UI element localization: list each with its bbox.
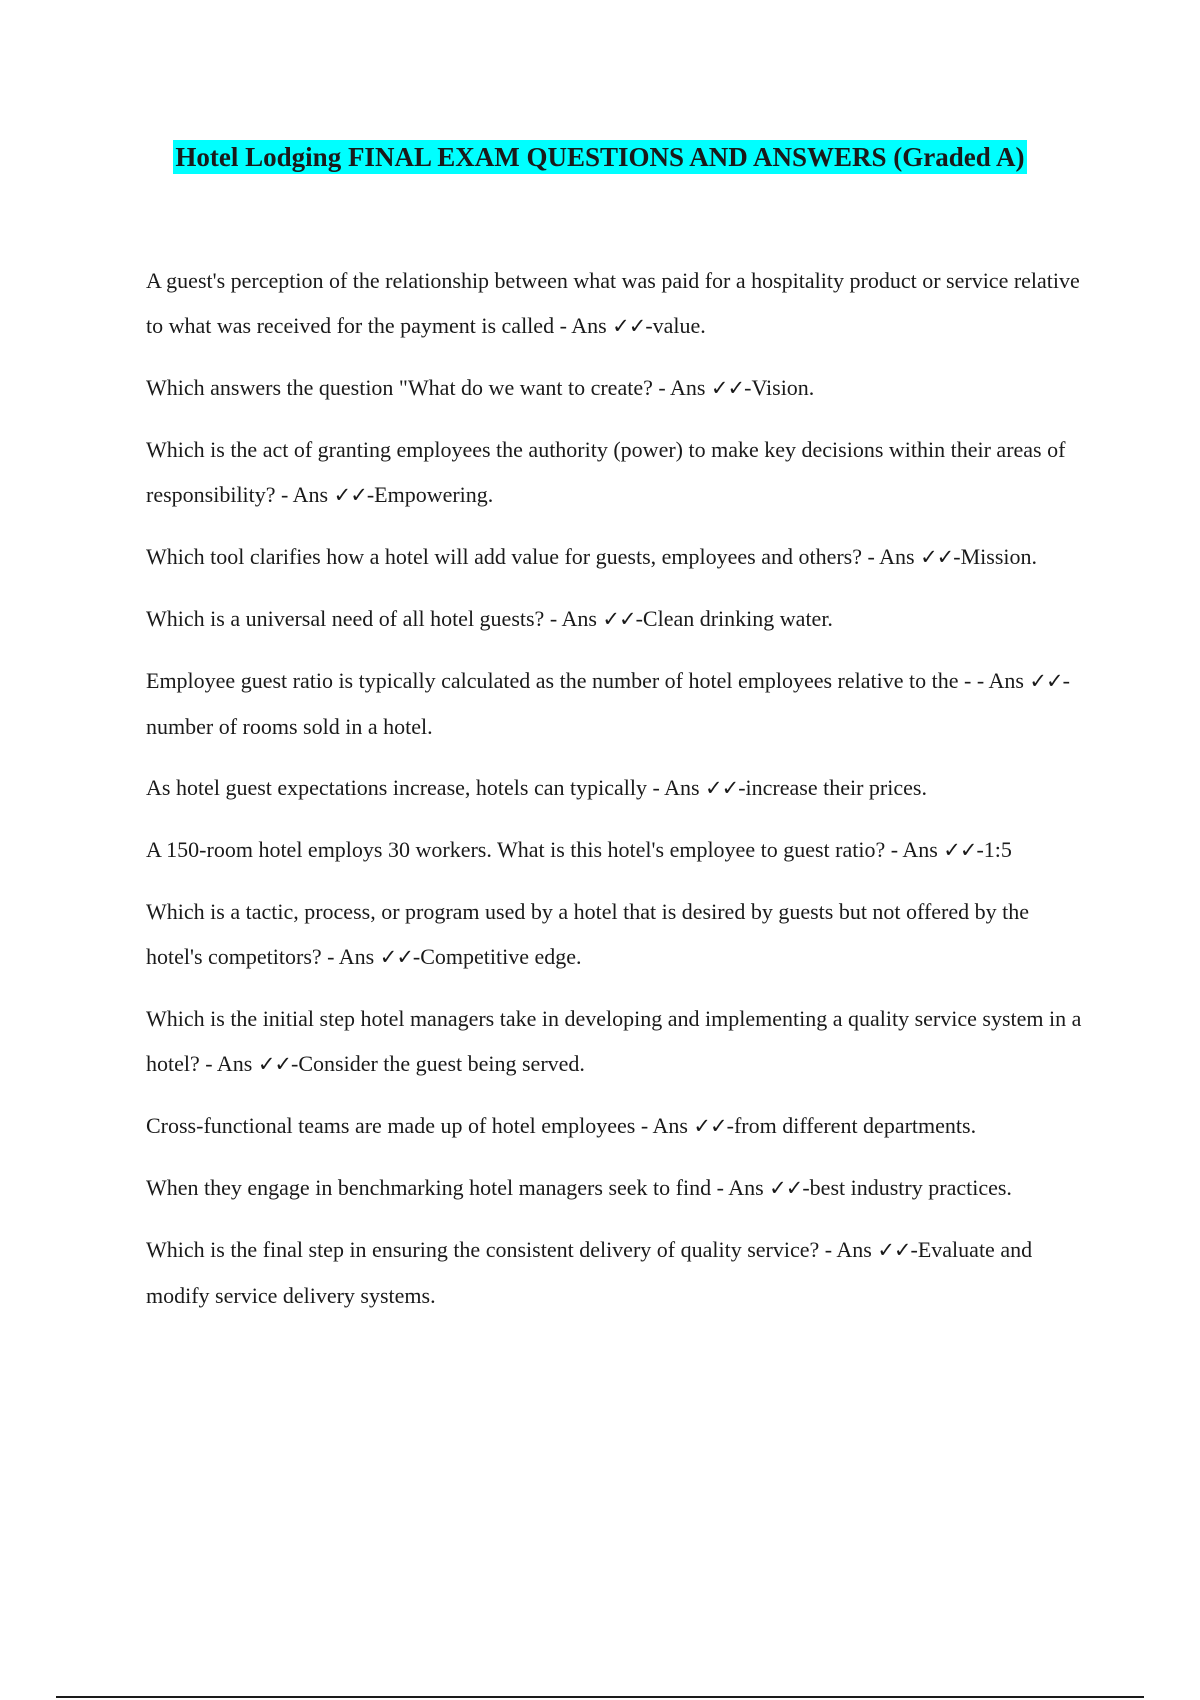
- answer-text: -Consider the guest being served.: [291, 1051, 585, 1076]
- checkmark-icon: ✓✓: [877, 1238, 911, 1262]
- checkmark-icon: ✓✓: [710, 376, 745, 400]
- question-text: Which tool clarifies how a hotel will add value for guests, employees and others?: [146, 544, 863, 569]
- qa-item: [146, 827, 1086, 873]
- answer-text: -Mission.: [953, 544, 1038, 569]
- question-text: A guest's perception of the relationship between what was paid for a hospitality product or service relative to what was received for the payment is called: [146, 268, 1080, 338]
- question-text: Cross-functional teams are made up of hotel employees: [146, 1113, 636, 1138]
- answer-marker: - Ans: [549, 606, 597, 631]
- answer-text: -Evaluate and modify service delivery systems.: [146, 1237, 1033, 1308]
- qa-item: [146, 365, 1086, 411]
- answer-text: -1:5: [976, 837, 1012, 862]
- checkmark-icon: ✓✓: [769, 1176, 803, 1200]
- document-title: Hotel Lodging FINAL EXAM QUESTIONS AND ANSWERS (Graded A): [175, 142, 1025, 172]
- answer-text: -Vision.: [744, 375, 815, 400]
- answer-marker: - Ans: [652, 775, 700, 800]
- qa-item: [146, 1165, 1086, 1211]
- answer-text: -value.: [645, 313, 706, 338]
- answer-marker: - Ans: [716, 1175, 764, 1200]
- footer-divider: [56, 1696, 1144, 1698]
- question-text: Employee guest ratio is typically calculated as the number of hotel employees relative to the -: [146, 668, 972, 693]
- qa-item: [146, 889, 1086, 980]
- answer-marker: - Ans: [327, 944, 375, 969]
- question-text: Which is a tactic, process, or program used by a hotel that is desired by guests but not offered by the hotel's competitors?: [146, 899, 1030, 969]
- qa-item: [146, 258, 1086, 349]
- answer-text: -number of rooms sold in a hotel.: [146, 668, 1070, 739]
- question-text: Which is the act of granting employees the authority (power) to make key decisions within their areas of responsibility?: [146, 437, 1066, 507]
- checkmark-icon: ✓✓: [257, 1052, 292, 1076]
- checkmark-icon: ✓✓: [920, 545, 954, 569]
- qa-item: [146, 534, 1086, 580]
- checkmark-icon: ✓✓: [602, 607, 636, 631]
- answer-text: -Empowering.: [366, 482, 494, 507]
- answer-marker: - Ans: [890, 837, 938, 862]
- answer-marker: - Ans: [559, 313, 607, 338]
- question-text: As hotel guest expectations increase, hotels can typically: [146, 775, 647, 800]
- checkmark-icon: ✓✓: [693, 1114, 727, 1138]
- qa-item: [146, 596, 1086, 642]
- qa-item: [146, 1227, 1086, 1318]
- qa-item: [146, 427, 1086, 518]
- checkmark-icon: ✓✓: [379, 945, 413, 969]
- answer-marker: - Ans: [976, 668, 1024, 693]
- answer-marker: - Ans: [867, 544, 915, 569]
- checkmark-icon: ✓✓: [705, 776, 739, 800]
- answer-marker: - Ans: [658, 375, 706, 400]
- qa-item: [146, 765, 1086, 811]
- question-text: Which is the initial step hotel managers take in developing and implementing a quality service system in a hotel?: [146, 1006, 1082, 1076]
- question-text: Which answers the question "What do we want to create?: [146, 375, 653, 400]
- answer-marker: - Ans: [205, 1051, 253, 1076]
- answer-text: -increase their prices.: [738, 775, 927, 800]
- answer-text: -Competitive edge.: [412, 944, 582, 969]
- qa-item: [146, 658, 1086, 749]
- checkmark-icon: ✓✓: [1029, 669, 1063, 693]
- question-text: When they engage in benchmarking hotel managers seek to find: [146, 1175, 712, 1200]
- checkmark-icon: ✓✓: [943, 838, 977, 862]
- answer-marker: - Ans: [281, 482, 329, 507]
- checkmark-icon: ✓✓: [612, 314, 646, 338]
- checkmark-icon: ✓✓: [333, 483, 367, 507]
- qa-list: [146, 258, 1086, 1334]
- qa-item: [146, 996, 1086, 1087]
- answer-text: -best industry practices.: [802, 1175, 1012, 1200]
- question-text: A 150-room hotel employs 30 workers. What is this hotel's employee to guest ratio?: [146, 837, 886, 862]
- question-text: Which is a universal need of all hotel guests?: [146, 606, 545, 631]
- question-text: Which is the final step in ensuring the consistent delivery of quality service?: [146, 1237, 820, 1262]
- answer-text: -from different departments.: [726, 1113, 977, 1138]
- title-container: [0, 140, 1200, 174]
- qa-item: [146, 1103, 1086, 1149]
- answer-text: -Clean drinking water.: [635, 606, 833, 631]
- answer-marker: - Ans: [824, 1237, 872, 1262]
- answer-marker: - Ans: [640, 1113, 688, 1138]
